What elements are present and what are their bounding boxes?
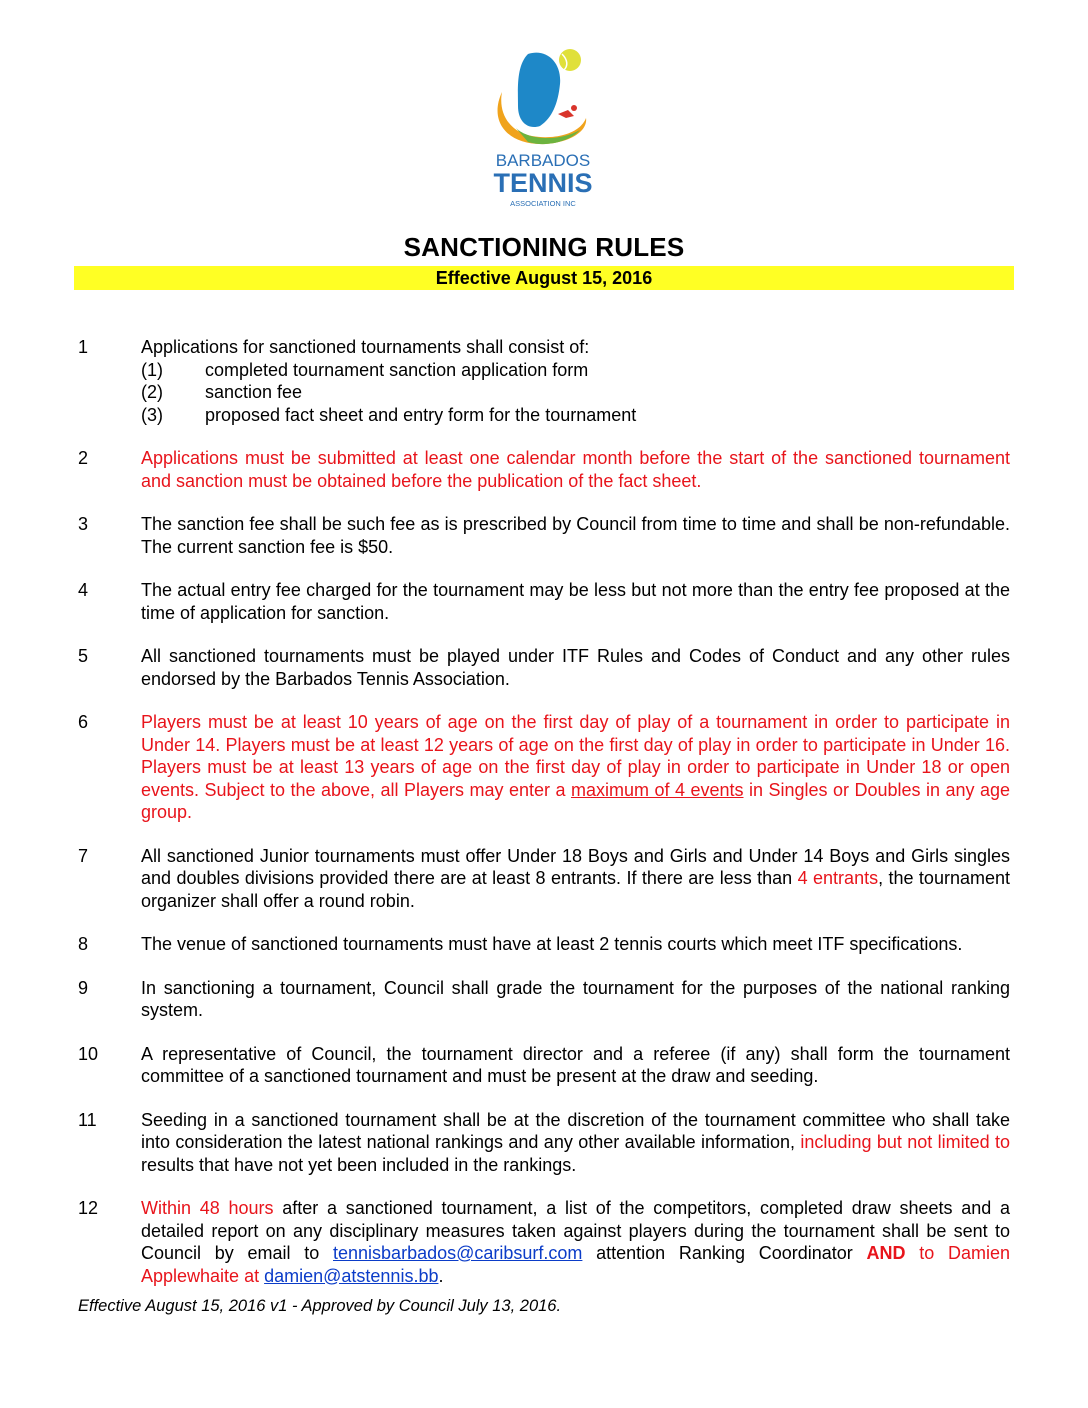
rule-item <box>0 447 1088 492</box>
svg-text:TENNIS: TENNIS <box>493 168 593 198</box>
council-email-link[interactable]: tennisbarbados@caribsurf.com <box>333 1243 583 1263</box>
rule-number: 4 <box>78 580 89 600</box>
rule-number: 8 <box>78 934 89 954</box>
sub-item-number: (3) <box>141 404 163 425</box>
rule-text: All sanctioned tournaments must be played under ITF Rules and Codes of Conduct and any other rules endorsed by the Barbados Tennis Association. <box>141 646 1010 689</box>
sub-item-text: proposed fact sheet and entry form for the tournament <box>205 404 637 425</box>
rule-item <box>0 513 1088 558</box>
rule-text: A representative of Council, the tournament director and a referee (if any) shall form the tournament committee of a sanctioned tournament and must be present at the draw and seeding. <box>141 1043 1010 1086</box>
rule-text-part: All sanctioned Junior tournaments must offer Under 18 Boys and Girls and Under 14 Boys and Girls singles and doubles divisions provided there are at least 8 entrants. If there are less than <box>141 845 1010 888</box>
rule-text: The venue of sanctioned tournaments must have at least 2 tennis courts which meet ITF specifications. <box>141 934 963 954</box>
and-emphasis: AND <box>866 1243 906 1263</box>
rule-text-part: Players must be at least 10 years of age on the first day of play of a tournament in order to participate in Under 14. Players must be at least 12 years of age on the first day of play in order to participate in Under 16. Players must be at least 13 years of age on the first day of play in order to participate in Under 18 or open events. Subject to the above, all Players may enter a <box>141 712 1010 800</box>
rule-text: In sanctioning a tournament, Council shall grade the tournament for the purposes of the national ranking system. <box>141 977 1010 1020</box>
rule-number: 2 <box>78 448 89 468</box>
svg-text:ASSOCIATION INC: ASSOCIATION INC <box>510 199 576 208</box>
max-events-emphasis: maximum of 4 events <box>571 779 744 800</box>
sub-item-text: sanction fee <box>205 382 303 402</box>
rule-item <box>0 977 1088 1022</box>
rule-item <box>0 579 1088 624</box>
effective-date: Effective August 15, 2016 <box>435 268 653 288</box>
rule-number: 7 <box>78 845 89 866</box>
rule-number: 10 <box>78 1043 99 1064</box>
rule-text-part: results that have not yet been included in the rankings. <box>141 1154 577 1175</box>
rule-item <box>0 711 1088 824</box>
inclusion-emphasis: including but not limited to <box>800 1132 1011 1152</box>
effective-date-banner <box>74 266 1014 290</box>
rule-text <box>141 336 1010 426</box>
rule-number: 3 <box>78 514 89 534</box>
rule-text: The actual entry fee charged for the tournament may be less but not more than the entry fee proposed at the time of application for sanction. <box>141 580 1010 623</box>
rule-text-part: . <box>438 1265 444 1286</box>
rule-number: 9 <box>78 977 89 998</box>
rule-item <box>0 645 1088 690</box>
rule-intro: Applications for sanctioned tournaments shall consist of: <box>141 337 590 357</box>
rule-text <box>141 711 1010 824</box>
barbados-tennis-logo <box>488 44 598 214</box>
rule-item <box>0 1109 1088 1177</box>
logo-graphic <box>488 44 598 214</box>
sub-item-number: (1) <box>141 359 163 380</box>
rule-text-part: in Singles or Doubles in any age group. <box>141 779 1010 822</box>
rule-text: Applications must be submitted at least one calendar month before the start of the sanctioned tournament and sanction must be obtained before the publication of the fact sheet. <box>141 448 1010 491</box>
rules-list <box>0 336 1088 1308</box>
rule-text <box>141 1197 1010 1287</box>
rule-text: The sanction fee shall be such fee as is prescribed by Council from time to time and shall be non-refundable. The current sanction fee is $50. <box>141 514 1010 557</box>
rule-number: 12 <box>78 1198 99 1218</box>
rule-item <box>0 933 1088 956</box>
rule-text-part: , the tournament organizer shall offer a round robin. <box>141 868 1010 911</box>
rule-number: 1 <box>78 337 89 357</box>
sub-item-text: completed tournament sanction application form <box>205 359 589 380</box>
rule-text <box>141 845 1010 913</box>
rule-text-part: to Damien Applewhaite at <box>141 1243 1011 1286</box>
page-title: SANCTIONING RULES <box>403 232 685 262</box>
rule-text-part: attention Ranking Coordinator <box>582 1243 867 1263</box>
rule-item <box>0 845 1088 913</box>
sub-item <box>141 359 1010 382</box>
rule-text <box>141 1109 1010 1177</box>
rule-text-part: Seeding in a sanctioned tournament shall be at the discretion of the tournament committee who shall take into consideration the latest national rankings and any other available information, <box>141 1109 1010 1152</box>
rule-number: 11 <box>78 1109 97 1130</box>
rule-item <box>0 1197 1088 1287</box>
damien-email-link[interactable]: damien@atstennis.bb <box>264 1265 439 1286</box>
rule-item <box>0 336 1088 426</box>
rule-number: 6 <box>78 712 89 732</box>
rule-text-part: after a sanctioned tournament, a list of the competitors, completed draw sheets and a detailed report on any disciplinary measures taken against players during the tournament shall be sent to Council by email to <box>141 1198 1010 1263</box>
deadline-emphasis: Within 48 hours <box>141 1198 274 1218</box>
sub-item <box>141 381 1010 404</box>
svg-text:BARBADOS: BARBADOS <box>495 151 591 170</box>
footer-note: Effective August 15, 2016 v1 - Approved by Council July 13, 2016. <box>78 1297 562 1315</box>
entrants-emphasis: 4 entrants <box>797 868 879 888</box>
rule-number: 5 <box>78 646 89 666</box>
rule-item <box>0 1043 1088 1088</box>
sub-item <box>141 404 1010 427</box>
sub-item-number: (2) <box>141 382 163 402</box>
